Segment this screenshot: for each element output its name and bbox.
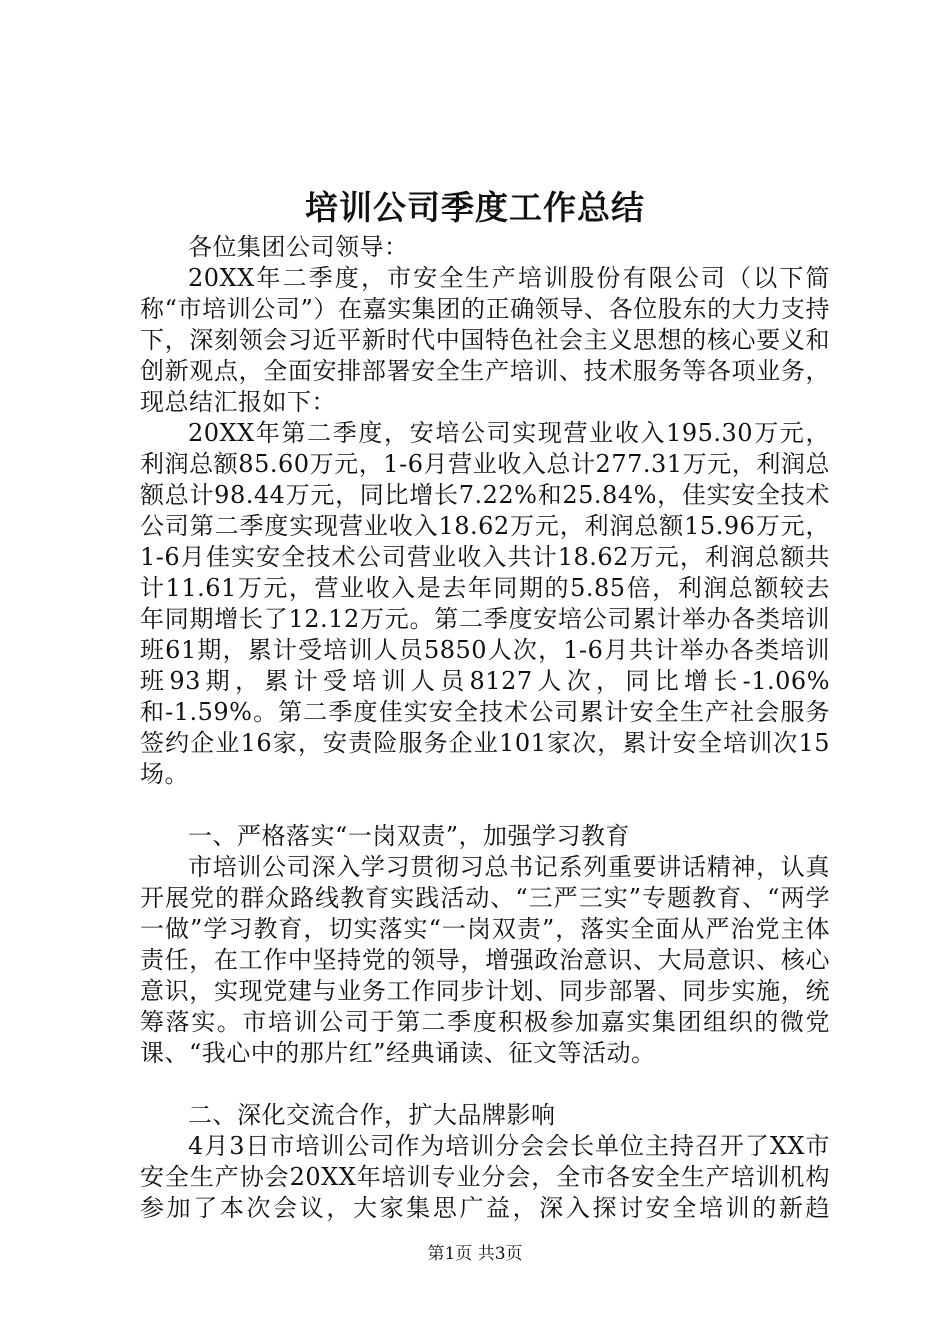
summary-paragraph: 20XX年第二季度，安培公司实现营业收入195.30万元，利润总额85.60万元，1-6月营业收入总计277.31万元，利润总额总计98.44万元，同比增长7.22%和25.84%，佳实安全技术公司第二季度实现营业收入18.62万元，利润总额15.96万元，1-6月佳实安全技术公司营业收入共计18.62万元，利润总额共计11.61万元，营业收入是去年同期的5.85倍，利润总额较去年同期增长了12.12万元。第二季度安培公司累计举办各类培训班61期，累计受培训人员5850人次，1-6月共计举办各类培训班93期，累计受培训人员8127人次，同比增长-1.06%和-1.59%。第二季度佳实安全技术公司累计安全生产社会服务签约企业16家，安责险服务企业101家次，累计安全培训次15场。 bbox=[140, 419, 830, 788]
section-2-heading: 二、深化交流合作，扩大品牌影响 bbox=[188, 1101, 556, 1129]
document-title: 培训公司季度工作总结 bbox=[305, 188, 645, 227]
page-footer: 第1页 共3页 bbox=[427, 1244, 523, 1264]
section-2-body: 4月3日市培训公司作为培训分会会长单位主持召开了XX市安全生产协会20XX年培训专业分会，全市各安全生产培训机构参加了本次会议，大家集思广益，深入探讨安全培训的新趋 bbox=[140, 1132, 830, 1222]
paragraph-gap bbox=[140, 790, 830, 821]
salutation: 各位集团公司领导： bbox=[188, 233, 409, 261]
paragraph-gap bbox=[140, 1069, 830, 1100]
section-1-heading: 一、严格落实“一岗双责”，加强学习教育 bbox=[188, 822, 631, 850]
intro-paragraph: 20XX年二季度，市安全生产培训股份有限公司（以下简称“市培训公司”）在嘉实集团的正确领导、各位股东的大力支持下，深刻领会习近平新时代中国特色社会主义思想的核心要义和创新观点，全面安排部署安全生产培训、技术服务等各项业务，现总结汇报如下： bbox=[140, 264, 830, 416]
section-1-body: 市培训公司深入学习贯彻习总书记系列重要讲话精神，认真开展党的群众路线教育实践活动、“三严三实”专题教育、“两学一做”学习教育，切实落实“一岗双责”，落实全面从严治党主体责任，在工作中坚持党的领导，增强政治意识、大局意识、核心意识，实现党建与业务工作同步计划、同步部署、同步实施，统筹落实。市培训公司于第二季度积极参加嘉实集团组织的微党课、“我心中的那片红”经典诵读、征文等活动。 bbox=[140, 853, 830, 1067]
document-body bbox=[140, 232, 830, 1224]
